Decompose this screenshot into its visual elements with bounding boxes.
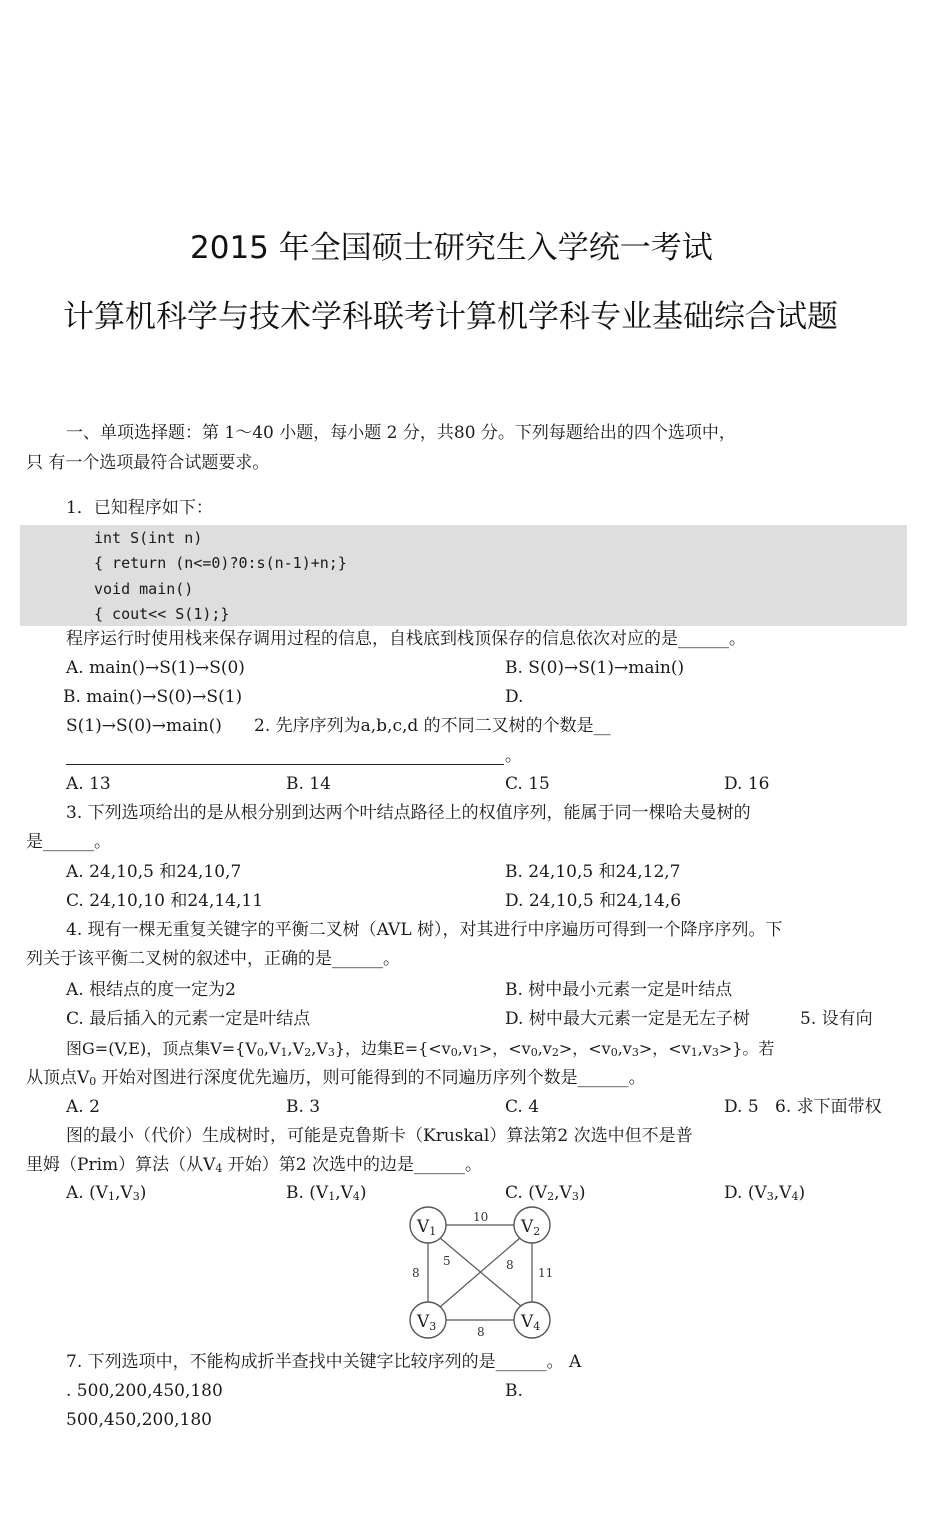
q6-option-d: D. $(V_3,V_4)$ [724,1183,806,1203]
q3-option-b: B. 24,10,5 和24,12,7 [505,862,681,882]
q1-option-b: B. S(0)→S(1)→main() [505,658,685,678]
section-intro-line2: 只 有一个选项最符合试题要求。 [26,453,270,473]
q7-stem: 7. 下列选项中，不能构成折半查找中关键字比较序列的是______。 A [66,1352,582,1372]
q2-option-c: C. 15 [505,774,550,794]
node-v3-label: V3 [417,1312,437,1333]
q7-option-b-content: 500,450,200,180 [66,1410,213,1430]
q7-option-a: . 500,200,450,180 [66,1381,223,1401]
exam-title: 2015 年全国硕士研究生入学统一考试 [190,230,713,266]
weight-v2-v3: 8 [506,1258,514,1272]
q1-option-c: B. main()→S(0)→S(1) [63,687,243,707]
q6-option-c: C. $(V_2,V_3)$ [505,1183,586,1203]
q2-option-d: D. 16 [724,774,770,794]
exam-subtitle: 计算机科学与技术学科联考计算机学科专业基础综合试题 [63,299,838,335]
q3-line2: 是______。 [26,832,111,852]
q4-option-a: A. 根结点的度一定为2 [66,980,236,1000]
code-line-1: int S(int n) [94,529,203,547]
weight-v1-v2: 10 [473,1210,489,1224]
weight-v1-v3: 8 [412,1266,420,1280]
q5-stem-start: 5. 设有向 [800,1009,873,1029]
q7-option-b: B. [505,1381,523,1401]
q5-option-d: D. 5 [724,1097,759,1117]
q4-option-c: C. 最后插入的元素一定是叶结点 [66,1009,311,1029]
q1-question: 程序运行时使用栈来保存调用过程的信息，自栈底到栈顶保存的信息依次对应的是______。 [66,629,746,649]
node-v2-label: V2 [521,1217,541,1238]
q4-line1: 4. 现有一棵无重复关键字的平衡二叉树（AVL 树），对其进行中序遍历可得到一个降序序列。下 [66,920,783,940]
q5-option-a: A. 2 [66,1097,100,1117]
q1-option-d: D. [505,687,524,707]
q6-line3: 里姆（Prim）算法（从$V_4$ 开始）第2 次选中的边是______。 [26,1155,483,1175]
q2-stem-end: 。 [505,746,522,766]
code-line-3: void main() [94,580,194,598]
weighted-graph [400,1205,580,1345]
q5-option-c: C. 4 [505,1097,540,1117]
code-line-4: { cout<< S(1);} [94,605,230,623]
q3-option-c: C. 24,10,10 和24,14,11 [66,891,264,911]
q6-stem-start: 6. 求下面带权 [775,1097,882,1117]
weight-v2-v4: 11 [538,1266,554,1280]
q1-option-a: A. main()→S(1)→S(0) [66,658,245,678]
weight-v1-v4: 5 [443,1254,451,1268]
q2-stem: 2. 先序序列为a,b,c,d 的不同二叉树的个数是__ [254,716,611,736]
q3-option-d: D. 24,10,5 和24,14,6 [505,891,682,911]
q1-stem: 1．已知程序如下： [66,498,213,518]
q4-line2: 列关于该平衡二叉树的叙述中，正确的是______。 [26,949,400,969]
node-v4-label: V4 [521,1312,541,1333]
q5-line3: 从顶点$V_0$ 开始对图进行深度优先遍历，则可能得到的不同遍历序列个数是______。 [26,1068,646,1088]
q4-option-b: B. 树中最小元素一定是叶结点 [505,980,733,1000]
q2-option-b: B. 14 [286,774,331,794]
node-v1-label: V1 [417,1217,437,1238]
weight-v3-v4: 8 [477,1325,485,1339]
q5-option-b: B. 3 [286,1097,321,1117]
q2-option-a: A. 13 [66,774,111,794]
section-intro-line1: 一、单项选择题：第 1～40 小题，每小题 2 分，共80 分。下列每题给出的四个选项中， [66,423,736,443]
q5-line2: 图G=(V,E)，顶点集$V=\{V_0,V_1,V_2,V_3\}$，边集$E=\{<v_0,v_1>$，$<v_0,v_2>$，$<v_0,v_3>$，$<v_1,v_3>$}。若 [66,1039,775,1059]
q6-option-a: A. $(V_1,V_3)$ [66,1183,147,1203]
code-line-2: { return (n<=0)?0:s(n-1)+n;} [94,554,347,572]
q3-option-a: A. 24,10,5 和24,10,7 [66,862,242,882]
q6-line2: 图的最小（代价）生成树时，可能是克鲁斯卡（Kruskal）算法第2 次选中但不是普 [66,1126,693,1146]
q4-option-d: D. 树中最大元素一定是无左子树 [505,1009,750,1029]
q3-line1: 3. 下列选项给出的是从根分别到达两个叶结点路径上的权值序列，能属于同一棵哈夫曼树的 [66,803,751,823]
q6-option-b: B. $(V_1,V_4)$ [286,1183,367,1203]
q1-option-d-content: S(1)→S(0)→main() [66,716,222,736]
q2-answer-blank [66,764,504,765]
